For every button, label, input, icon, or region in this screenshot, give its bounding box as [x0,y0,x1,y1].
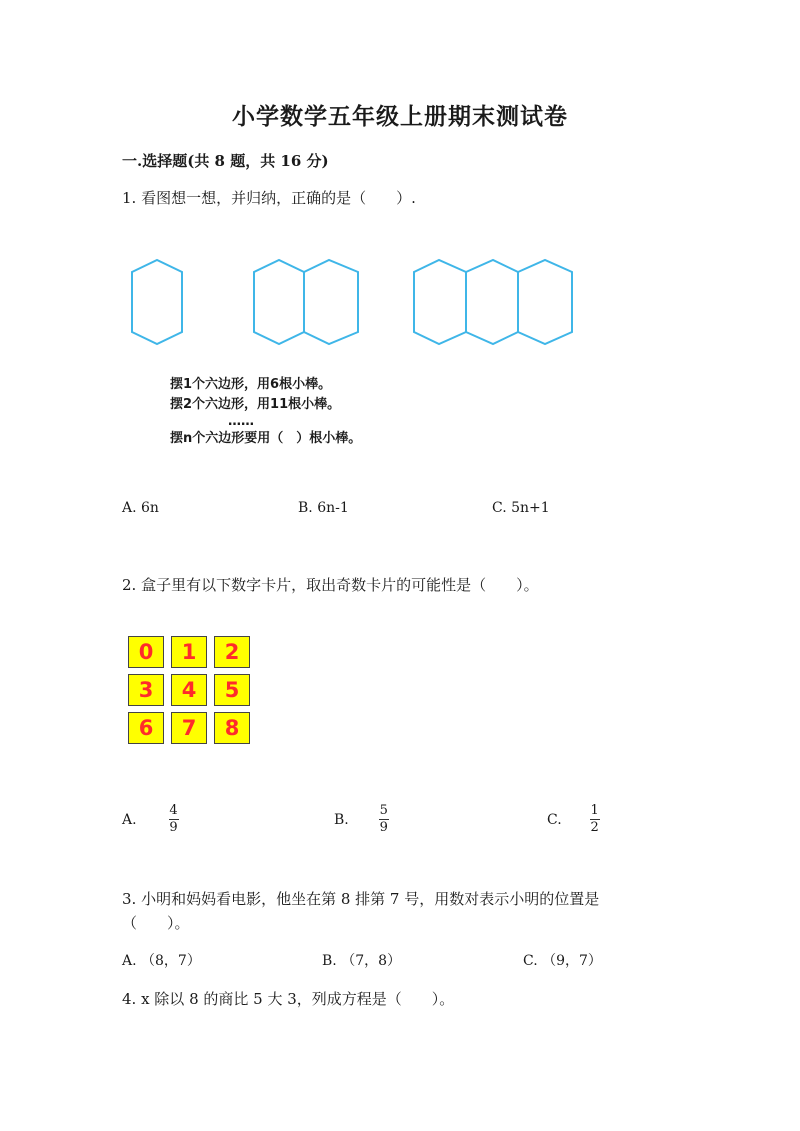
option-label: C. [547,811,562,828]
number-card: 5 [214,674,250,706]
q1-option-c: C. 5n+1 [492,500,550,516]
hexagon-group [132,260,572,344]
number-card: 3 [128,674,164,706]
q2-option-c [547,804,600,835]
numerator: 4 [169,803,178,818]
question-3-line-1: 3. 小明和妈妈看电影，他坐在第 8 排第 7 号，用数对表示小明的位置是 [122,890,600,908]
q3-option-c: C. （9，7） [523,953,602,969]
number-card: 0 [128,636,164,668]
hexagon-3c [518,260,572,344]
question-3-line-2: （ ）。 [122,914,190,932]
q1-option-b: B. 6n-1 [298,500,349,516]
hexagon-1 [132,260,182,344]
number-card: 1 [171,636,207,668]
question-4-text: 4. x 除以 8 的商比 5 大 3，列成方程是（ ）。 [122,990,455,1008]
hexagon-3a [414,260,466,344]
fraction [590,804,600,835]
caption-line-2: 摆2个六边形，用11根小棒。 [170,397,341,412]
denominator: 9 [379,820,388,835]
hexagon-3b [466,260,518,344]
q1-option-a: A. 6n [122,500,159,516]
question-2-text: 2. 盒子里有以下数字卡片，取出奇数卡片的可能性是（ ）。 [122,576,539,594]
hexagon-caption [170,375,361,449]
numerator: 5 [379,803,388,818]
q3-option-a: A. （8，7） [122,953,201,969]
number-card: 4 [171,674,207,706]
q2-option-a [122,804,179,835]
caption-ellipsis: …… [228,414,254,429]
q3-option-b: B. （7，8） [322,953,402,969]
denominator: 2 [590,820,599,835]
question-1-text: 1. 看图想一想，并归纳，正确的是（ ）. [122,189,416,207]
hexagon-figure [120,252,590,356]
number-card: 6 [128,712,164,744]
option-label: B. [334,811,349,828]
number-card: 8 [214,712,250,744]
number-card: 2 [214,636,250,668]
caption-line-3: 摆n个六边形要用（ ）根小棒。 [170,431,362,446]
page-title: 小学数学五年级上册期末测试卷 [232,103,568,130]
caption-line-1: 摆1个六边形，用6根小棒。 [170,377,332,392]
q2-option-b [334,804,389,835]
hexagon-2b [304,260,358,344]
number-card-grid [128,636,250,744]
option-label: A. [122,811,137,828]
section-heading: 一.选择题(共 8 题，共 16 分) [122,152,329,170]
denominator: 9 [169,820,178,835]
fraction [169,804,179,835]
number-card: 7 [171,712,207,744]
fraction [379,804,389,835]
numerator: 1 [590,803,599,818]
hexagon-2a [254,260,304,344]
question-3-text [122,887,599,935]
